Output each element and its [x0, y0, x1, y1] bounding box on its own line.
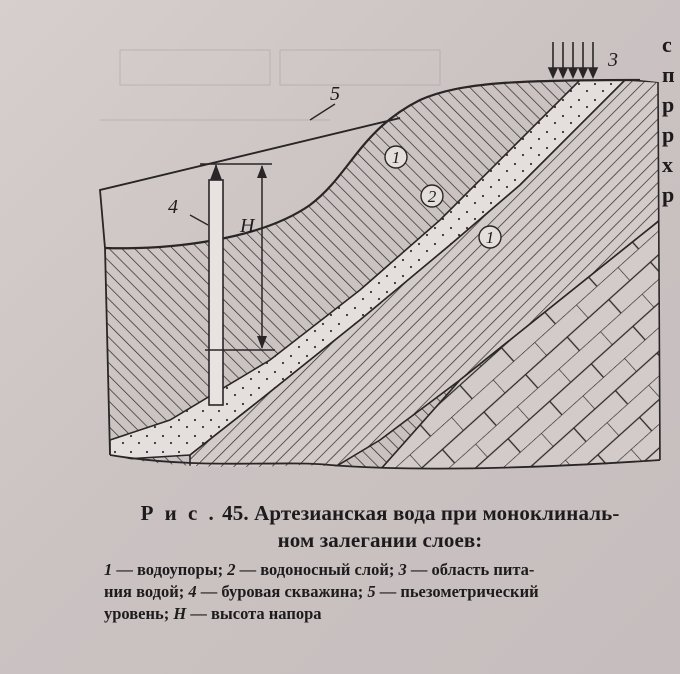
margin-letter: р: [662, 182, 675, 207]
label-borehole: 4: [168, 196, 178, 218]
svg-text:2: 2: [427, 187, 437, 206]
label-4-leader: [190, 215, 208, 225]
borehole: [209, 180, 223, 405]
layer-label-2: [421, 185, 443, 207]
legend-key: 3: [398, 560, 407, 579]
recharge-arrows: [549, 42, 597, 77]
figure-caption-title: [100, 500, 660, 554]
layer-label-1-lower: [479, 226, 501, 248]
adjacent-column-text: [662, 30, 680, 210]
legend-line-1: [104, 559, 670, 581]
svg-text:1: 1: [391, 148, 401, 167]
legend-key: 4: [188, 582, 197, 601]
legend-text: ния водой;: [104, 582, 189, 601]
legend-key: Н: [173, 604, 187, 623]
legend-text: — высота напора: [186, 604, 322, 623]
legend-line-2: [104, 581, 670, 603]
ghost-print-background: [100, 50, 440, 120]
label-piezometric-level: 5: [330, 83, 340, 105]
layer-label-1-upper: [385, 146, 407, 168]
caption-title-text: Артезианская вода при моноклиналь-: [254, 501, 620, 525]
margin-letter: х: [662, 152, 673, 177]
figure-legend: [104, 559, 670, 625]
legend-text: уровень;: [104, 604, 174, 623]
legend-text: — водоносный слой;: [235, 560, 399, 579]
strata: [90, 70, 670, 490]
borehole-arrowhead: [210, 164, 222, 180]
legend-text: — пьезометрический: [375, 582, 539, 601]
margin-letter: р: [662, 92, 675, 117]
margin-letter: п: [662, 62, 675, 87]
legend-key: 1: [104, 560, 113, 579]
legend-key: 2: [227, 560, 236, 579]
head-arrow-top: [257, 165, 267, 178]
caption-figure-number: 45.: [222, 501, 249, 525]
label-5-leader: [310, 104, 335, 120]
svg-text:1: 1: [485, 228, 495, 247]
margin-letter: с: [662, 32, 672, 57]
legend-line-3: [104, 603, 670, 625]
legend-text: — водоупоры;: [112, 560, 228, 579]
legend-text: — буровая скважина;: [196, 582, 368, 601]
legend-key: 5: [367, 582, 376, 601]
margin-letter: р: [662, 122, 675, 147]
caption-line-2: ном залегании слоев:: [277, 528, 483, 552]
label-recharge-area: 3: [608, 49, 618, 71]
caption-line-1: [100, 500, 660, 527]
legend-text: — область пита-: [406, 560, 535, 579]
label-head-height: H: [240, 215, 255, 237]
caption-figure-prefix: Р и с .: [140, 501, 217, 525]
